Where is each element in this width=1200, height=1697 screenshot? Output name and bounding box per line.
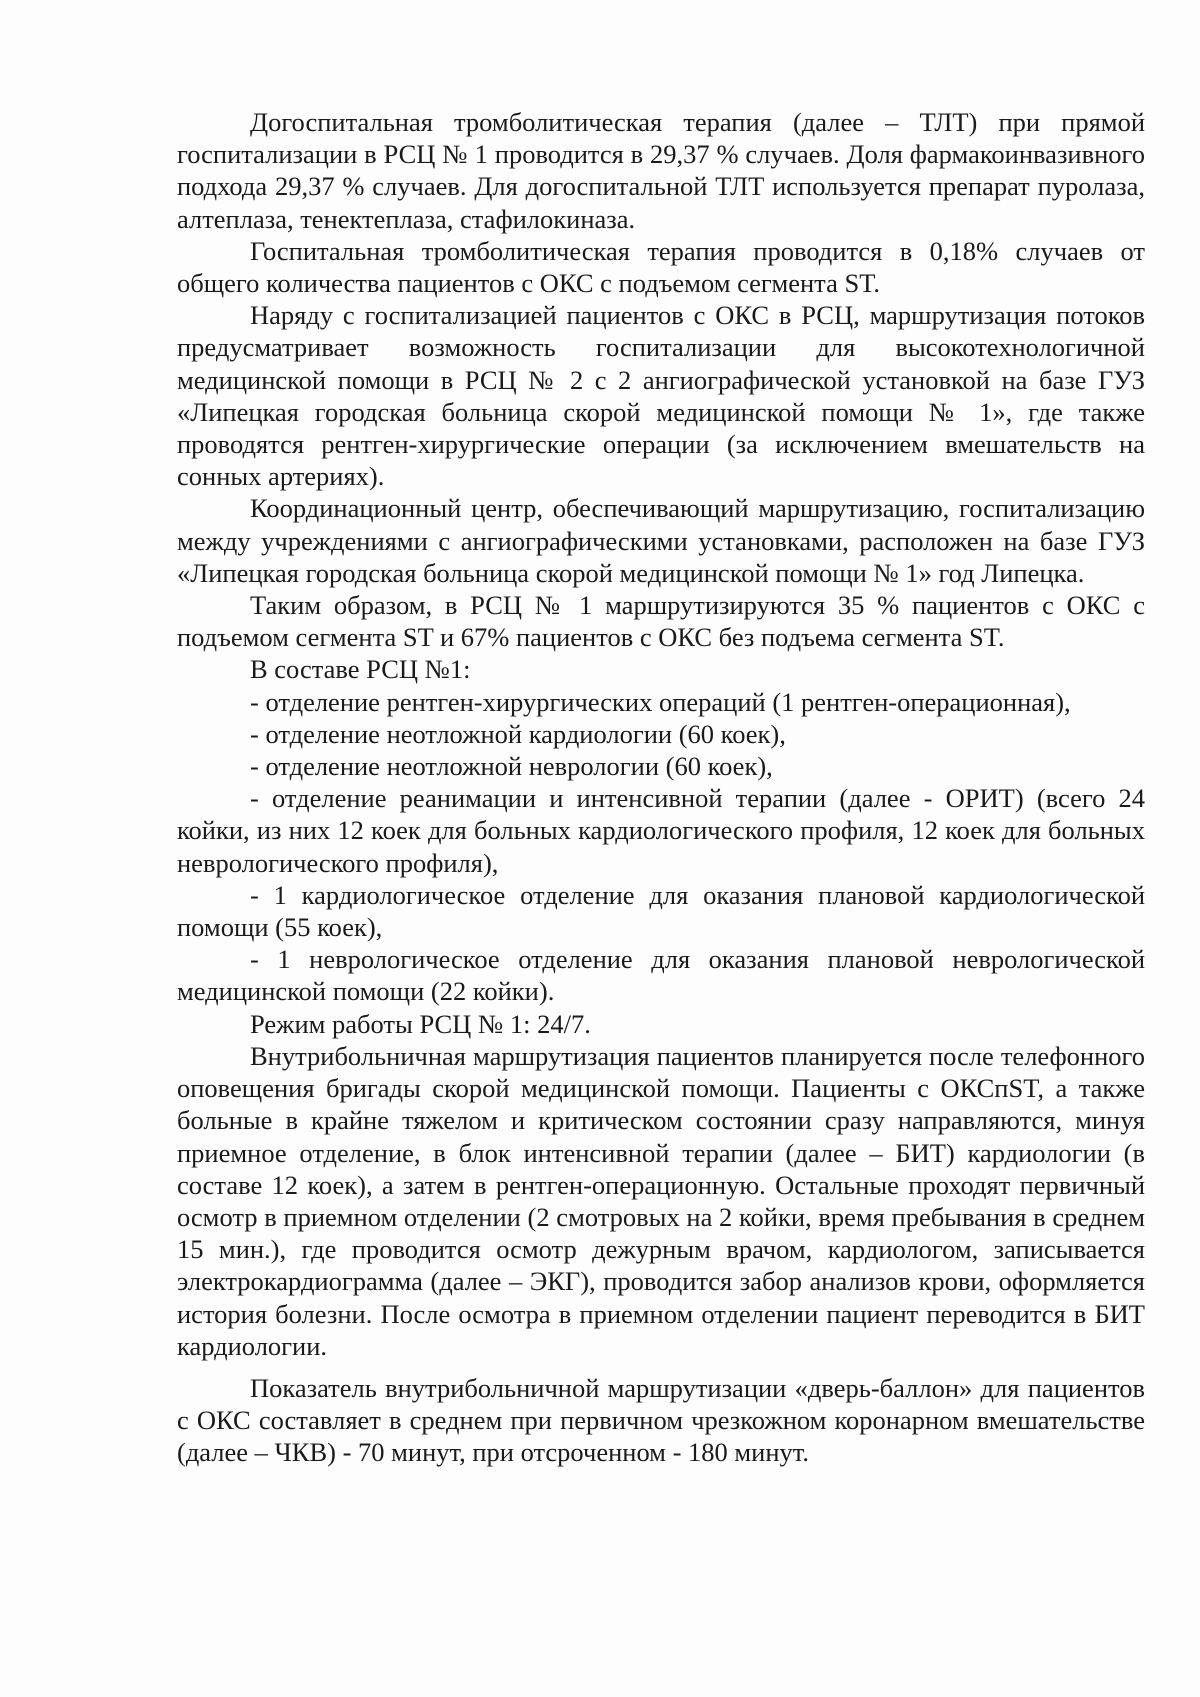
list-item-planned-cardiology: - 1 кардиологическое отделение для оказания плановой кардиологической помощи (55 коек), [177,879,1145,943]
paragraph-hospital-tlt: Госпитальная тромболитическая терапия проводится в 0,18% случаев от общего количества пациентов с ОКС с подъемом сегмента ST. [177,235,1145,299]
paragraph-inhospital-routing: Внутрибольничная маршрутизация пациентов планируется после телефонного оповещения бригады скорой медицинской помощи. Пациенты с ОКСпST, а также больные в крайне тяжелом и критическом состоянии сразу направляются, минуя приемное отделение, в блок интенсивной терапии (далее – БИТ) кардиологии (в составе 12 коек), а затем в рентген-операционную. Остальные проходят первичный осмотр в приемном отделении (2 смотровых на 2 койки, время пребывания в среднем 15 мин.), где проводится осмотр дежурным врачом, кардиологом, записывается электрокардиограмма (далее – ЭКГ), проводится забор анализов крови, оформляется история болезни. После осмотра в приемном отделении пациент переводится в БИТ кардиологии. [177,1040,1145,1361]
paragraph-routing-rsc2: Наряду с госпитализацией пациентов с ОКС в РСЦ, маршрутизация потоков предусматривает возможность госпитализации для высокотехнологичной медицинской помощи в РСЦ № 2 с 2 ангиографической установкой на базе ГУЗ «Липецкая городская больница скорой медицинской помощи № 1», где также проводятся рентген-хирургические операции (за исключением вмешательств на сонных артериях). [177,300,1145,492]
paragraph-coordination-center: Координационный центр, обеспечивающий маршрутизацию, госпитализацию между учреждениями с ангиографическими установками, расположен на базе ГУЗ «Липецкая городская больница скорой медицинской помощи № 1» год Липецка. [177,493,1145,588]
paragraph-rsc1-composition-heading: В составе РСЦ №1: [250,654,471,685]
paragraph-routing-share: Таким образом, в РСЦ № 1 маршрутизируются 35 % пациентов с ОКС с подъемом сегмента ST и 67% пациентов с ОКС без подъема сегмента ST. [177,590,1145,653]
paragraph-work-mode: Режим работы РСЦ № 1: 24/7. [250,1008,591,1039]
list-item-planned-neurology: - 1 неврологическое отделение для оказания плановой неврологической медицинской помощи (22 койки). [177,944,1145,1007]
document-body [177,106,1145,1469]
paragraph-door-to-balloon: Показатель внутрибольничной маршрутизации «дверь-баллон» для пациентов с ОКС составляет в среднем при первичном чрезкожном коронарном вмешательстве (далее – ЧКВ) - 70 минут, при отсроченном - 180 минут. [177,1372,1145,1468]
list-item-icu: - отделение реанимации и интенсивной терапии (далее - ОРИТ) (всего 24 койки, из них 12 коек для больных кардиологического профиля, 12 коек для больных неврологического профиля), [177,783,1145,878]
list-item-xray-surgery: - отделение рентген-хирургических операций (1 рентген-операционная), [250,686,1071,717]
paragraph-prehospital-tlt: Догоспитальная тромболитическая терапия (далее – ТЛТ) при прямой госпитализации в РСЦ № 1 проводится в 29,37 % случаев. Доля фармакоинвазивного подхода 29,37 % случаев. Для догоспитальной ТЛТ используется препарат пуролаза, алтеплаза, тенектеплаза, стафилокиназа. [177,107,1145,234]
list-item-emergency-cardiology: - отделение неотложной кардиологии (60 коек), [250,718,786,749]
list-item-emergency-neurology: - отделение неотложной неврологии (60 коек), [250,751,773,782]
